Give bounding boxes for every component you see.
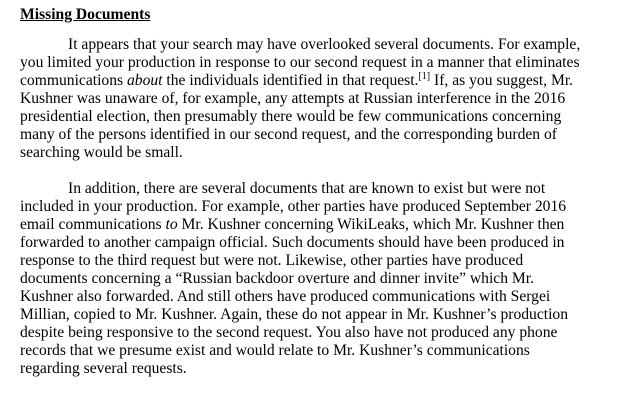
paragraph-2-line-2: included in your production. For example, other parties have produced September 2016 bbox=[20, 198, 567, 215]
paragraph-2-line-3 bbox=[20, 216, 608, 234]
paragraph-1-line-2: you limited your production in response to our second request in a manner that eliminates bbox=[20, 54, 580, 71]
footnote-reference[interactable]: [1] bbox=[418, 70, 431, 82]
text-run: Mr. Kushner concerning WikiLeaks, which Mr. Kushner then bbox=[177, 216, 565, 233]
paragraph-1-line-5: presidential election, then presumably there would be few communications concerning bbox=[20, 108, 562, 125]
paragraph-2 bbox=[20, 180, 608, 378]
text-run: email communications bbox=[20, 216, 166, 233]
paragraph-1 bbox=[20, 36, 608, 162]
paragraph-2-line-7: Kushner also forwarded. And still others have produced communications with Sergei bbox=[20, 288, 551, 305]
paragraph-2-line-8: Millian, copied to Mr. Kushner. Again, these do not appear in Mr. Kushner’s production bbox=[20, 306, 569, 323]
text-run: If, as you suggest, Mr. bbox=[430, 72, 574, 89]
paragraph-spacer bbox=[20, 162, 608, 180]
paragraph-1-line-1: It appears that your search may have overlooked several documents. For example, bbox=[68, 36, 581, 53]
paragraph-2-line-5: response to the third request but were not. Likewise, other parties have produced bbox=[20, 252, 524, 269]
paragraph-1-line-6: many of the persons identified in our second request, and the corresponding burden of bbox=[20, 126, 557, 143]
paragraph-2-line-11: regarding several requests. bbox=[20, 360, 187, 377]
paragraph-1-line-7: searching would be small. bbox=[20, 144, 183, 161]
text-run: communications bbox=[20, 72, 127, 89]
section-heading: Missing Documents bbox=[20, 6, 151, 23]
paragraph-1-line-3 bbox=[20, 72, 608, 90]
paragraph-2-line-9: despite being responsive to the second request. You also have not produced any phone bbox=[20, 324, 558, 341]
paragraph-2-line-6: documents concerning a “Russian backdoor overture and dinner invite” which Mr. bbox=[20, 270, 535, 287]
paragraph-2-line-4: forwarded to another campaign official. Such documents should have been produced in bbox=[20, 234, 565, 251]
paragraph-1-line-4: Kushner was unaware of, for example, any attempts at Russian interference in the 2016 bbox=[20, 90, 566, 107]
italic-word-about: about bbox=[126, 72, 163, 89]
italic-word-to: to bbox=[165, 216, 178, 233]
paragraph-2-line-1: In addition, there are several documents that are known to exist but were not bbox=[68, 180, 546, 197]
paragraph-2-line-10: records that we presume exist and would relate to Mr. Kushner’s communications bbox=[20, 342, 530, 359]
text-run: the individuals identified in that request. bbox=[162, 72, 419, 89]
